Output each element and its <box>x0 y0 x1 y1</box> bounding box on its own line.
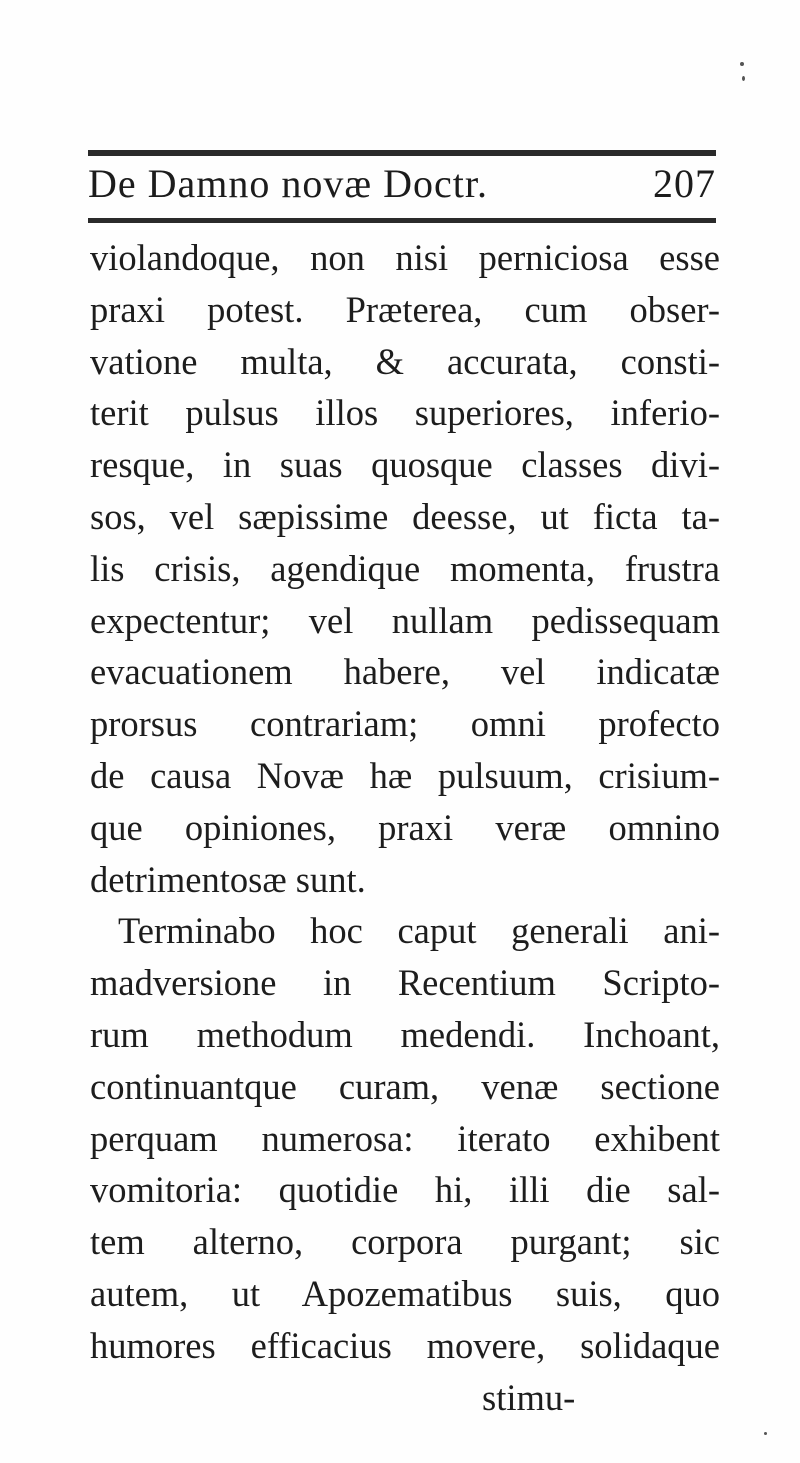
catchword: stimu- <box>482 1376 576 1418</box>
text-line: rum methodum medendi. Inchoant, <box>90 1013 720 1055</box>
text-line: vomitoria: quotidie hi, illi die sal- <box>90 1169 720 1211</box>
running-head-title: De Damno novæ Doctr. <box>88 161 488 206</box>
body-text <box>90 232 720 1423</box>
text-line: terit pulsus illos superiores, inferio- <box>90 392 720 434</box>
text-line: prorsus contrariam; omni profecto <box>90 703 720 745</box>
text-line: de causa Novæ hæ pulsuum, crisium- <box>90 754 720 796</box>
text-line: sos, vel sæpissime deesse, ut ficta ta- <box>90 495 720 537</box>
text-line: evacuationem habere, vel indicatæ <box>90 651 720 693</box>
page-number: 207 <box>653 161 716 206</box>
text-line: Terminabo hoc caput generali ani- <box>118 910 720 952</box>
running-head-rule <box>88 218 716 223</box>
ink-speck <box>740 62 744 66</box>
running-head <box>88 160 716 212</box>
text-line: resque, in suas quosque classes divi- <box>90 444 720 486</box>
ink-speck <box>742 76 745 81</box>
text-line: autem, ut Apozematibus suis, quo <box>90 1272 720 1314</box>
text-line: lis crisis, agendique momenta, frustra <box>90 547 720 589</box>
text-line: madversione in Recentium Scripto- <box>90 962 720 1004</box>
text-line: vatione multa, & accurata, consti- <box>90 340 720 382</box>
text-line: expectentur; vel nullam pedissequam <box>90 599 720 641</box>
text-line: praxi potest. Præterea, cum obser- <box>90 288 720 330</box>
text-line: detrimentosæ sunt. <box>90 858 366 900</box>
text-line: continuantque curam, venæ sectione <box>90 1065 720 1107</box>
text-line: violandoque, non nisi perniciosa esse <box>90 237 720 278</box>
top-ornamental-rule <box>88 150 716 156</box>
text-line: tem alterno, corpora purgant; sic <box>90 1221 720 1263</box>
text-line: perquam numerosa: iterato exhibent <box>90 1117 720 1159</box>
text-line: humores efficacius movere, solidaque <box>90 1324 720 1366</box>
text-line: que opiniones, praxi veræ omnino <box>90 806 720 848</box>
ink-speck <box>764 1432 767 1435</box>
